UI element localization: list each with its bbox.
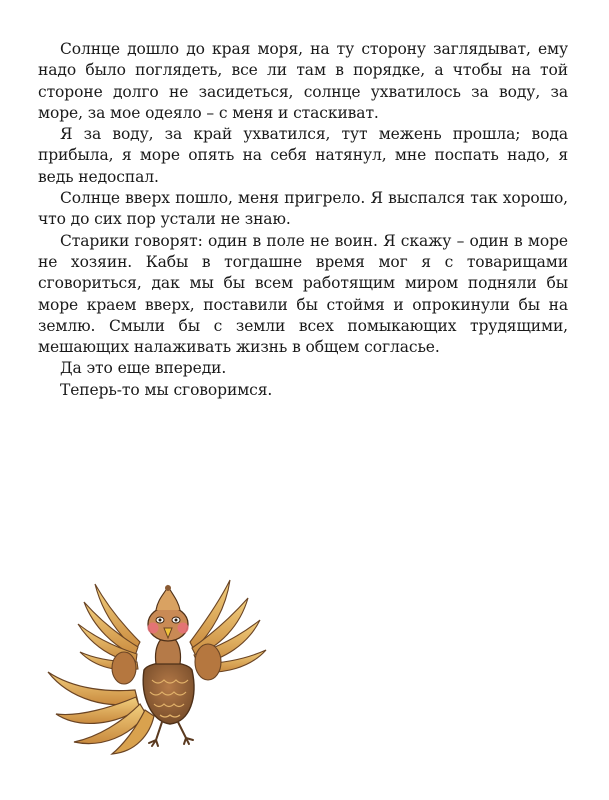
paragraph: Солнце дошло до края моря, на ту сторону заглядыват, ему надо было поглядеть, все ли там в порядке, а чтобы на той стороне долго не засидеться, солнце ухватилось за воду, за море, за мое одеяло – с меня и стаскиват. (38, 40, 568, 122)
bird-illustration (40, 572, 285, 757)
paragraph: Солнце вверх пошло, меня пригрело. Я выспался так хорошо, что до сих пор устали не знаю. (38, 189, 568, 229)
paragraph: Старики говорят: один в поле не воин. Я скажу – один в море не хозяин. Кабы в тогдашне время мог я с товарищами сговориться, дак мы бы всем работящим миром подняли бы море краем вверх, поставили бы стоймя и опрокинули бы на землю. Смыли бы с земли всех помыкающих трудящими, мешающих налаживать жизнь в общем согласье. (38, 231, 568, 357)
bird-legs (149, 722, 193, 746)
tail-feathers (48, 672, 154, 754)
right-wing (190, 580, 266, 680)
paragraph: Да это еще впереди. (60, 359, 227, 378)
story-text (38, 39, 568, 401)
left-wing (78, 584, 140, 684)
paragraph: Теперь-то мы сговоримся. (60, 380, 273, 399)
bird-head (148, 585, 189, 664)
paragraph: Я за воду, за край ухватился, тут межень прошла; вода прибыла, я море опять на себя натянул, мне поспать надо, я ведь недоспал. (38, 125, 568, 186)
